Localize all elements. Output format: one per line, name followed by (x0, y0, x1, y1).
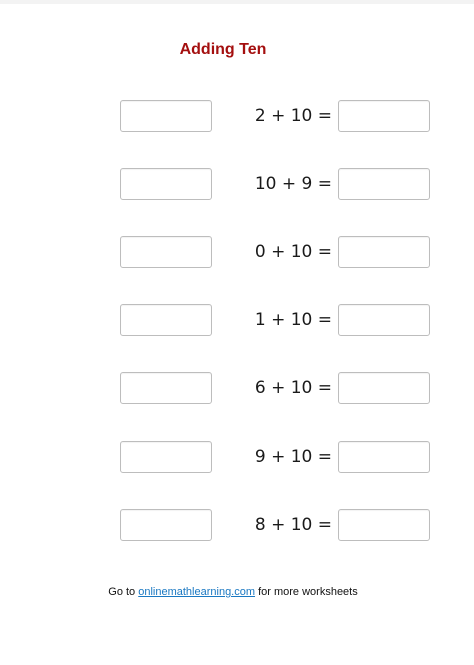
answer-box[interactable] (338, 236, 430, 268)
problem-expression: 1 + 10 = (254, 310, 332, 330)
answer-box[interactable] (338, 100, 430, 132)
problem-expression: 6 + 10 = (254, 378, 332, 398)
problem-expression: 9 + 10 = (254, 447, 332, 467)
problem-right-1 (0, 100, 474, 132)
problem-expression: 0 + 10 = (254, 242, 332, 262)
problem-right-4 (0, 304, 474, 336)
website-link[interactable]: onlinemathlearning.com (138, 586, 256, 598)
problem-right-6 (0, 441, 474, 473)
footer-suffix: for more worksheets (255, 586, 358, 598)
problem-expression: 2 + 10 = (254, 106, 332, 126)
answer-box[interactable] (338, 441, 430, 473)
footer (0, 586, 466, 598)
problem-right-3 (0, 236, 474, 268)
answer-box[interactable] (338, 509, 430, 541)
problem-expression: 8 + 10 = (254, 515, 332, 535)
problem-right-2 (0, 168, 474, 200)
answer-box[interactable] (338, 304, 430, 336)
answer-box[interactable] (338, 372, 430, 404)
footer-prefix: Go to (108, 586, 139, 598)
problem-expression: 10 + 9 = (254, 174, 332, 194)
worksheet-title: Adding Ten (179, 41, 267, 58)
problem-right-5 (0, 372, 474, 404)
answer-box[interactable] (338, 168, 430, 200)
problem-right-7 (0, 509, 474, 541)
